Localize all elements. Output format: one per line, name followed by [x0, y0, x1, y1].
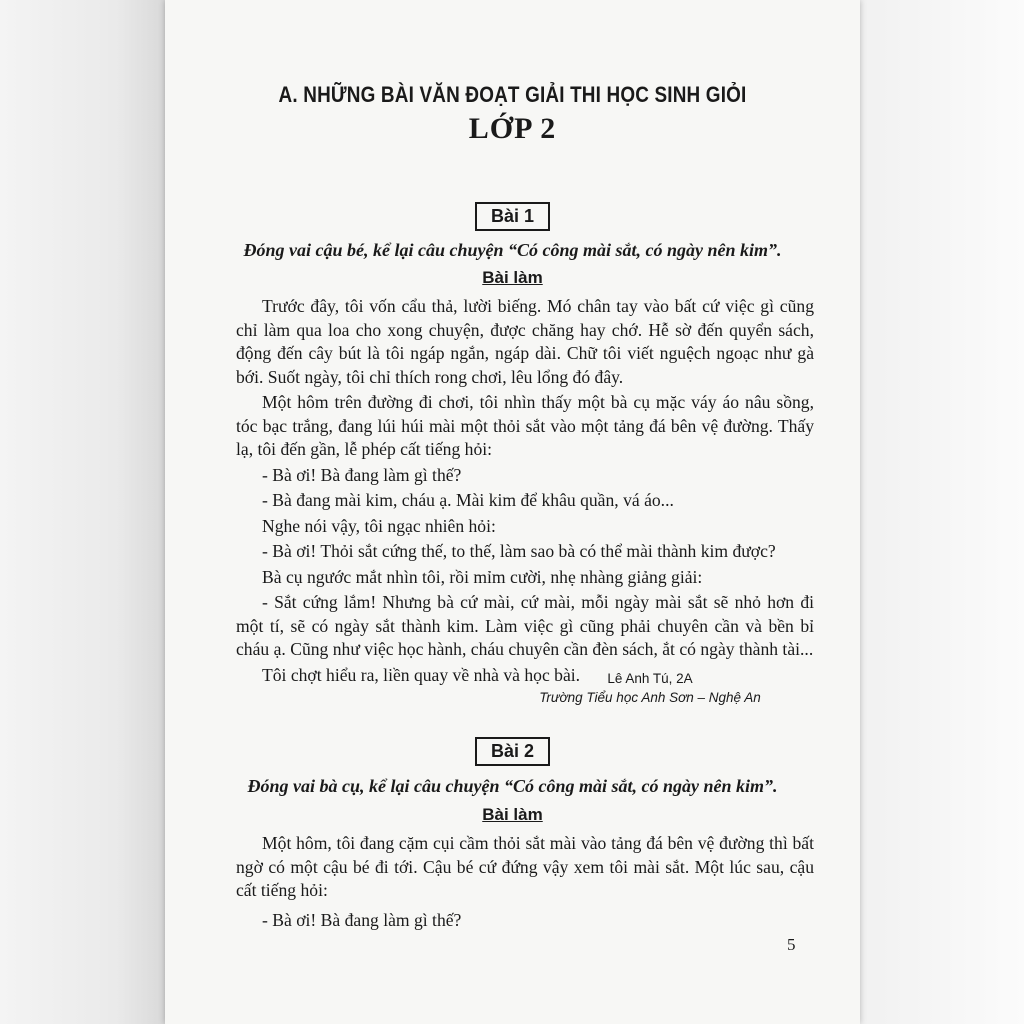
paragraph: Tôi chợt hiểu ra, liền quay về nhà và học bài.: [262, 664, 581, 685]
background-left: [0, 0, 165, 1024]
paragraph: - Bà ơi! Bà đang làm gì thế?: [262, 464, 462, 485]
essay-2-heading: Bài làm: [482, 805, 543, 824]
essay-2-label-wrap: [165, 741, 860, 762]
essay-1-label-wrap: [165, 206, 860, 227]
essay-1-author: Lê Anh Tú, 2A: [607, 671, 693, 686]
essay-1-label: Bài 1: [475, 202, 550, 231]
paragraph: Nghe nói vậy, tôi ngạc nhiên hỏi:: [262, 515, 496, 536]
essay-2-prompt: Đóng vai bà cụ, kể lại câu chuyện “Có công mài sắt, có ngày nên kim”.: [247, 776, 778, 796]
essay-2-body: [236, 832, 814, 932]
book-page: [165, 0, 860, 1024]
essay-1-body: [236, 295, 814, 687]
background-right: [859, 0, 1024, 1024]
essay-1-heading: Bài làm: [482, 268, 543, 287]
paragraph: Trước đây, tôi vốn cẩu thả, lười biếng. Mó chân tay vào bất cứ việc gì cũng chỉ làm qua loa cho xong chuyện, được chăng hay chớ. Hễ sờ đến quyển sách, động đến cây bút là tôi ngáp ngắn, ngáp dài. Chữ tôi viết nguệch ngoạc như gà bới. Suốt ngày, tôi chỉ thích rong chơi, lêu lổng đó đây.: [236, 296, 814, 387]
paragraph: Bà cụ ngước mắt nhìn tôi, rồi mỉm cười, nhẹ nhàng giảng giải:: [262, 566, 703, 587]
essay-2-label: Bài 2: [475, 737, 550, 766]
essay-1-prompt: Đóng vai cậu bé, kể lại câu chuyện “Có công mài sắt, có ngày nên kim”.: [243, 240, 782, 260]
section-title: A. NHỮNG BÀI VĂN ĐOẠT GIẢI THI HỌC SINH GIỎI: [278, 82, 747, 107]
paragraph: - Bà ơi! Thỏi sắt cứng thế, to thế, làm sao bà có thể mài thành kim được?: [262, 541, 776, 561]
paragraph: Một hôm trên đường đi chơi, tôi nhìn thấy một bà cụ mặc váy áo nâu sồng, tóc bạc trắng, đang lúi húi mài một thỏi sắt vào một tảng đá bên vệ đường. Thấy lạ, tôi đến gần, lễ phép cất tiếng hỏi:: [236, 392, 814, 459]
paragraph: - Sắt cứng lắm! Nhưng bà cứ mài, cứ mài, mỗi ngày mài sắt sẽ nhỏ hơn đi một tí, sẽ có ngày sắt thành kim. Làm việc gì cũng phải chuyên cần và bền bỉ cháu ạ. Cũng như việc học hành, cháu chuyên cần đèn sách, ắt có ngày thành tài...: [236, 592, 814, 659]
essay-1-school: Trường Tiểu học Anh Sơn – Nghệ An: [539, 690, 761, 705]
page-number: 5: [787, 935, 796, 954]
paragraph: - Bà ơi! Bà đang làm gì thế?: [262, 909, 462, 930]
grade-title: LỚP 2: [468, 112, 557, 145]
paragraph: - Bà đang mài kim, cháu ạ. Mài kim để khâu quần, vá áo...: [262, 490, 674, 510]
paragraph: Một hôm, tôi đang cặm cụi cầm thỏi sắt mài vào tảng đá bên vệ đường thì bất ngờ có một cậu bé đi tới. Cậu bé cứ đứng vậy xem tôi mài sắt. Một lúc sau, cậu cất tiếng hỏi:: [236, 833, 814, 900]
